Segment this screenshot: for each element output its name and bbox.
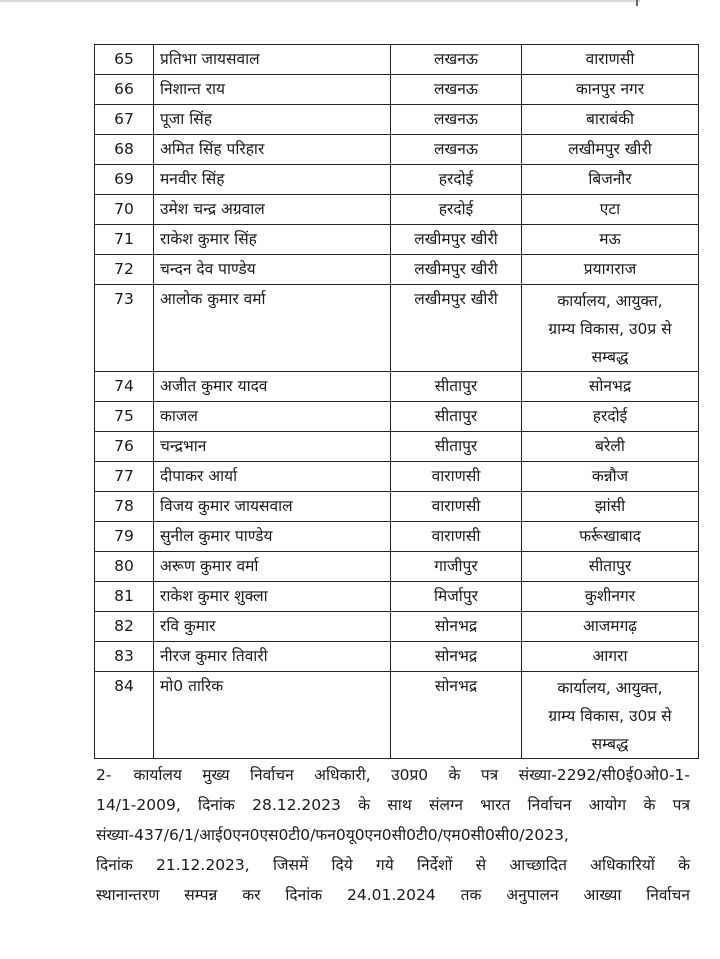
transfer-table (94, 44, 699, 759)
table-row (95, 45, 699, 75)
table-row (95, 165, 699, 195)
table-row (95, 522, 699, 552)
officer-name-cell: आलोक कुमार वर्मा (154, 285, 391, 372)
table-row (95, 285, 699, 372)
table-row (95, 492, 699, 522)
officer-name-cell: सुनील कुमार पाण्डेय (154, 522, 391, 552)
serial-number-cell: 72 (95, 255, 154, 285)
officer-name-cell: पूजा सिंह (154, 105, 391, 135)
page-corner-mark (636, 0, 638, 6)
officer-name-cell: चन्द्रभान (154, 432, 391, 462)
serial-number-cell: 75 (95, 402, 154, 432)
serial-number-cell: 79 (95, 522, 154, 552)
current-posting-cell: गाजीपुर (391, 552, 522, 582)
table-row (95, 552, 699, 582)
new-posting-cell: लखीमपुर खीरी (522, 135, 699, 165)
new-posting-line: ग्राम्य विकास, उ0प्र से (548, 707, 672, 725)
serial-number-cell: 80 (95, 552, 154, 582)
officer-name-cell: निशान्त राय (154, 75, 391, 105)
new-posting-line: कार्यालय, आयुक्त, (557, 292, 663, 310)
new-posting-cell: मऊ (522, 225, 699, 255)
new-posting-cell: हरदोई (522, 402, 699, 432)
table-row (95, 372, 699, 402)
paragraph-line-1 (96, 760, 690, 790)
new-posting-cell: बाराबंकी (522, 105, 699, 135)
new-posting-cell: एटा (522, 195, 699, 225)
table-row (95, 402, 699, 432)
serial-number-cell: 71 (95, 225, 154, 255)
current-posting-cell: लखनऊ (391, 75, 522, 105)
serial-number-cell: 69 (95, 165, 154, 195)
new-posting-line: सम्बद्ध (591, 348, 629, 366)
serial-number-cell: 73 (95, 285, 154, 372)
current-posting-cell: सीतापुर (391, 432, 522, 462)
table-row (95, 225, 699, 255)
table-row (95, 612, 699, 642)
officer-name-cell: राकेश कुमार शुक्ला (154, 582, 391, 612)
serial-number-cell: 81 (95, 582, 154, 612)
new-posting-line: ग्राम्य विकास, उ0प्र से (548, 320, 672, 338)
serial-number-cell: 74 (95, 372, 154, 402)
new-posting-cell: आजमगढ़ (522, 612, 699, 642)
new-posting-cell: सोनभद्र (522, 372, 699, 402)
current-posting-cell: मिर्जापुर (391, 582, 522, 612)
paragraph-line-5: स्थानान्तरण सम्पन्न कर दिनांक 24.01.2024 तक अनुपालन आख्या निर्वाचन (96, 886, 690, 904)
table-row (95, 135, 699, 165)
serial-number-cell: 70 (95, 195, 154, 225)
officer-name-cell: राकेश कुमार सिंह (154, 225, 391, 255)
current-posting-cell: लखीमपुर खीरी (391, 225, 522, 255)
current-posting-cell: लखनऊ (391, 45, 522, 75)
officer-name-cell: चन्दन देव पाण्डेय (154, 255, 391, 285)
new-posting-line: कार्यालय, आयुक्त, (557, 679, 663, 697)
new-posting-cell: कुशीनगर (522, 582, 699, 612)
new-posting-cell: बरेली (522, 432, 699, 462)
table-row (95, 75, 699, 105)
officer-name-cell: विजय कुमार जायसवाल (154, 492, 391, 522)
officer-name-cell: अमित सिंह परिहार (154, 135, 391, 165)
new-posting-cell: वाराणसी (522, 45, 699, 75)
current-posting-cell: सोनभद्र (391, 612, 522, 642)
officer-name-cell: दीपाकर आर्या (154, 462, 391, 492)
officer-name-cell: नीरज कुमार तिवारी (154, 642, 391, 672)
current-posting-cell: सोनभद्र (391, 642, 522, 672)
current-posting-cell: लखनऊ (391, 135, 522, 165)
top-edge-line (0, 0, 640, 2)
new-posting-cell: बिजनौर (522, 165, 699, 195)
officer-name-cell: रवि कुमार (154, 612, 391, 642)
new-posting-cell: कानपुर नगर (522, 75, 699, 105)
officer-name-cell: अरूण कुमार वर्मा (154, 552, 391, 582)
current-posting-cell: हरदोई (391, 165, 522, 195)
current-posting-cell: हरदोई (391, 195, 522, 225)
current-posting-cell: लखनऊ (391, 105, 522, 135)
paragraph-number: 2- (96, 766, 112, 784)
table-row (95, 462, 699, 492)
paragraph-line-2: 14/1-2009, दिनांक 28.12.2023 के साथ संलग्न भारत निर्वाचन आयोग के पत्र (96, 796, 690, 814)
table-row (95, 195, 699, 225)
table-row (95, 672, 699, 759)
current-posting-cell: सीतापुर (391, 372, 522, 402)
current-posting-cell: लखीमपुर खीरी (391, 285, 522, 372)
table-row (95, 255, 699, 285)
new-posting-cell: फर्रूखाबाद (522, 522, 699, 552)
current-posting-cell: वाराणसी (391, 522, 522, 552)
officer-name-cell: उमेश चन्द्र अग्रवाल (154, 195, 391, 225)
serial-number-cell: 78 (95, 492, 154, 522)
new-posting-cell: प्रयागराज (522, 255, 699, 285)
serial-number-cell: 67 (95, 105, 154, 135)
new-posting-cell: आगरा (522, 642, 699, 672)
table-row (95, 582, 699, 612)
instruction-paragraph (96, 760, 690, 910)
table-row (95, 105, 699, 135)
new-posting-line: सम्बद्ध (591, 735, 629, 753)
paragraph-line-3: संख्या-437/6/1/आई0एन0एस0टी0/फन0यू0एन0सी0टी0/एम0सी0सी0/2023, (96, 826, 569, 844)
serial-number-cell: 83 (95, 642, 154, 672)
officer-name-cell: मनवीर सिंह (154, 165, 391, 195)
table-row (95, 432, 699, 462)
current-posting-cell: सोनभद्र (391, 672, 522, 759)
current-posting-cell: सीतापुर (391, 402, 522, 432)
new-posting-cell: झांसी (522, 492, 699, 522)
serial-number-cell: 68 (95, 135, 154, 165)
current-posting-cell: वाराणसी (391, 462, 522, 492)
table-row (95, 642, 699, 672)
current-posting-cell: वाराणसी (391, 492, 522, 522)
serial-number-cell: 84 (95, 672, 154, 759)
serial-number-cell: 76 (95, 432, 154, 462)
new-posting-cell: सीतापुर (522, 552, 699, 582)
officer-name-cell: अजीत कुमार यादव (154, 372, 391, 402)
officer-name-cell: काजल (154, 402, 391, 432)
serial-number-cell: 82 (95, 612, 154, 642)
paragraph-line-4: दिनांक 21.12.2023, जिसमें दिये गये निर्देशों से आच्छादित अधिकारियों के (96, 856, 690, 874)
serial-number-cell: 66 (95, 75, 154, 105)
officer-name-cell: प्रतिभा जायसवाल (154, 45, 391, 75)
current-posting-cell: लखीमपुर खीरी (391, 255, 522, 285)
officer-name-cell: मो0 तारिक (154, 672, 391, 759)
new-posting-cell (522, 285, 699, 372)
new-posting-cell (522, 672, 699, 759)
serial-number-cell: 65 (95, 45, 154, 75)
serial-number-cell: 77 (95, 462, 154, 492)
paragraph-line-text: कार्यालय मुख्य निर्वाचन अधिकारी, उ0प्र0 के पत्र संख्या-2292/सी0ई0ओ0-1- (133, 766, 690, 784)
new-posting-cell: कन्नौज (522, 462, 699, 492)
